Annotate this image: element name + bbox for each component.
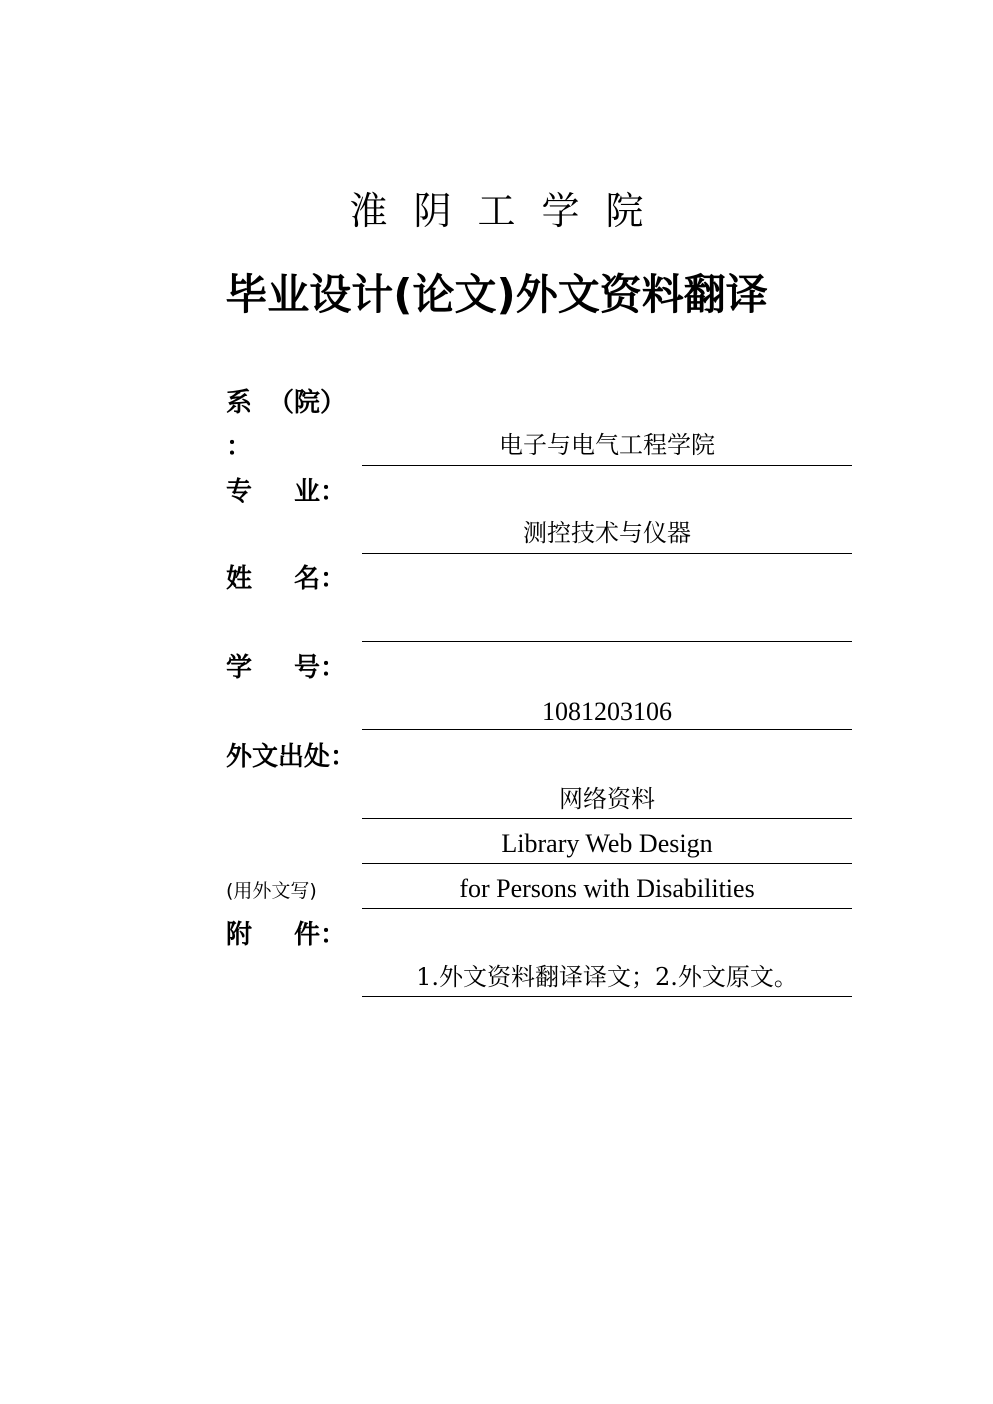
student-id-value: 1081203106 [542, 697, 672, 726]
name-label-part-2: 名： [293, 564, 346, 594]
attachments-label [226, 920, 346, 950]
name-label-part-1: 姓 [226, 564, 253, 594]
document-title: 毕业设计(论文)外文资料翻译 [225, 270, 768, 319]
attachments-label-part-2: 件： [293, 920, 346, 950]
student-id-label-part-2: 号： [293, 653, 346, 683]
attachments-value: 1.外文资料翻译译文；2.外文原文。 [416, 963, 798, 991]
department-label-part-1: 系 [226, 388, 253, 418]
name-underline [362, 641, 852, 642]
source-value-line-3: for Persons with Disabilities [459, 874, 755, 903]
source-value-line-2: Library Web Design [501, 829, 713, 858]
attachments-label-part-1: 附 [226, 920, 253, 950]
source-value-line-1: 网络资料 [559, 785, 655, 813]
student-id-label [226, 653, 346, 683]
school-name: 淮阴工学院 [349, 189, 670, 233]
department-label [226, 388, 346, 418]
source-note: (用外文写) [226, 880, 317, 902]
department-label-colon: ： [226, 432, 253, 462]
major-label-part-1: 专 [226, 477, 253, 507]
major-label [226, 477, 346, 507]
department-value: 电子与电气工程学院 [499, 431, 715, 459]
source-label: 外文出处： [226, 742, 357, 772]
major-label-part-2: 业： [293, 477, 346, 507]
source-underline-3 [362, 908, 852, 909]
student-id-label-part-1: 学 [226, 653, 253, 683]
student-id-underline [362, 729, 852, 730]
department-label-part-2: （院） [267, 388, 346, 418]
major-underline [362, 553, 852, 554]
name-label [226, 564, 346, 594]
source-underline-1 [362, 818, 852, 819]
department-underline [362, 465, 852, 466]
source-underline-2 [362, 863, 852, 864]
attachments-underline [362, 996, 852, 997]
major-value: 测控技术与仪器 [523, 519, 691, 547]
